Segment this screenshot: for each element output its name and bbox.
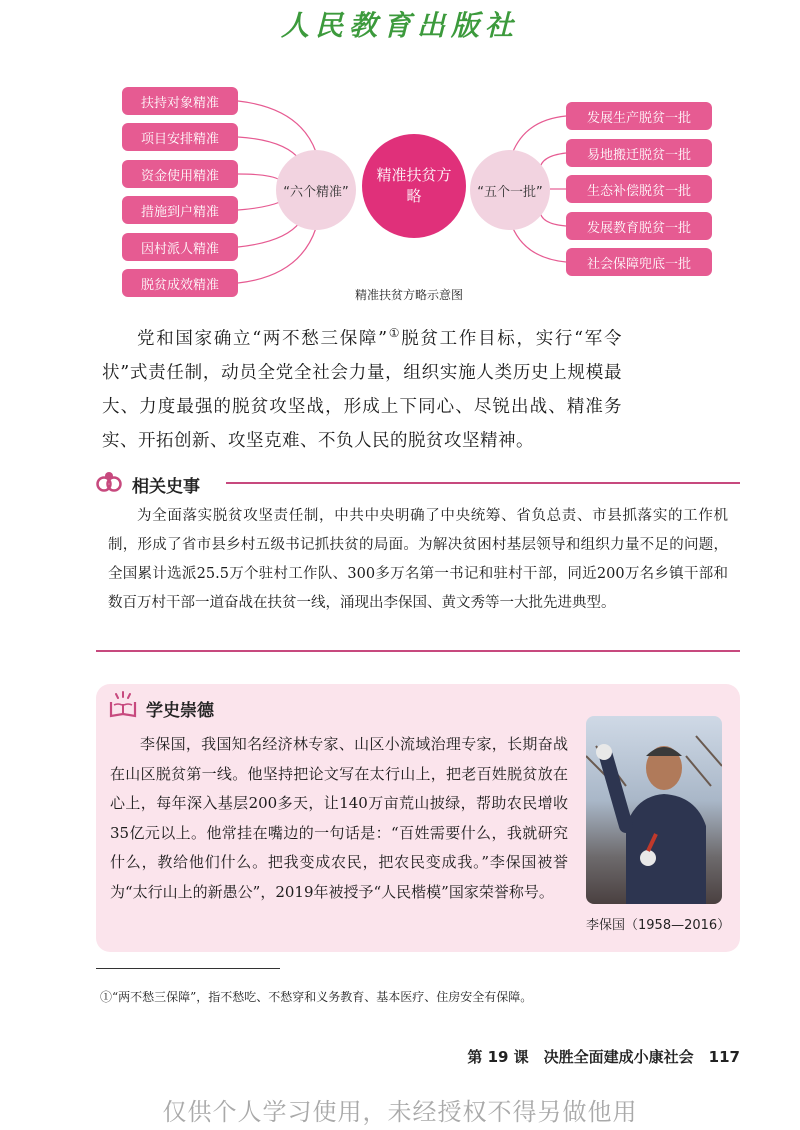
diagram-right-hub: “五个一批” [470, 150, 550, 230]
open-book-icon [108, 690, 138, 720]
diagram-left-hub: “六个精准” [276, 150, 356, 230]
diagram-left-item: 扶持对象精准 [122, 87, 238, 115]
portrait-photo [586, 716, 722, 904]
diagram-left-item: 项目安排精准 [122, 123, 238, 151]
diagram-right-item: 发展生产脱贫一批 [566, 102, 712, 130]
related-history-divider [226, 482, 740, 484]
diagram-right-item: 社会保障兜底一批 [566, 248, 712, 276]
related-history-text: 为全面落实脱贫攻坚责任制，中共中央明确了中央统筹、省负总责、市县抓落实的工作机制，形成了省市县乡村五级书记抓扶贫的局面。为解决贫困村基层领导和组织力量不足的问题，全国累计选派25.5万个驻村工作队、300多万名第一书记和驻村干部，同近200万名乡镇干部和数百万村干部一道奋战在扶贫一线，涌现出李保国、黄文秀等一大批先进典型。 [108, 508, 728, 611]
diagram-center: 精准扶贫方略 [362, 134, 466, 238]
learn-history-title: 学史崇德 [146, 701, 214, 721]
related-history-icon [96, 470, 122, 496]
diagram-left-item: 因村派人精准 [122, 233, 238, 261]
related-history-header [96, 470, 740, 496]
portrait-illustration [586, 716, 722, 904]
poverty-strategy-diagram [0, 80, 800, 310]
diagram-right-item: 生态补偿脱贫一批 [566, 175, 712, 203]
diagram-left-item: 脱贫成效精准 [122, 269, 238, 297]
main-text-b: 脱贫工作目标，实行“军令状”式责任制，动员全党全社会力量，组织实施人类历史上规模最大、力度最强的脱贫攻坚战，形成上下同心、尽锐出战、精准务实、开拓创新、攻坚克难、不负人民的脱贫攻坚精神。 [102, 328, 622, 451]
footnote-marker: ① [387, 326, 402, 340]
related-history-title: 相关史事 [132, 477, 200, 497]
learn-history-text: 李保国，我国知名经济林专家、山区小流域治理专家，长期奋战在山区脱贫第一线。他坚持把论文写在太行山上，把老百姓脱贫放在心上，每年深入基层200多天，让140万亩荒山披绿，帮助农民增收35亿元以上。他常挂在嘴边的一句话是：“百姓需要什么，我就研究什么，教给他们什么。把我变成农民，把农民变成我。”李保国被誉为“太行山上的新愚公”，2019年被授予“人民楷模”国家荣誉称号。 [110, 735, 568, 901]
main-text-a: 党和国家确立“两不愁三保障” [137, 328, 388, 349]
publisher-logo: 人民教育出版社 [280, 9, 519, 42]
page-footer: 第 19 课 决胜全面建成小康社会 117 [467, 1048, 740, 1066]
footnote-divider [96, 968, 280, 969]
diagram-right-item: 发展教育脱贫一批 [566, 212, 712, 240]
main-paragraph [102, 316, 622, 458]
learn-history-box [96, 684, 740, 952]
related-history-bottom-divider [96, 650, 740, 652]
diagram-left-item: 资金使用精准 [122, 160, 238, 188]
footnote: ①“两不愁三保障”，指不愁吃、不愁穿和义务教育、基本医疗、住房安全有保障。 [100, 990, 533, 1004]
watermark: 仅供个人学习使用，未经授权不得另做他用 [162, 1098, 638, 1126]
diagram-caption: 精准扶贫方略示意图 [355, 288, 464, 302]
diagram-right-item: 易地搬迁脱贫一批 [566, 139, 712, 167]
photo-caption: 李保国（1958—2016） [586, 918, 731, 933]
diagram-left-item: 措施到户精准 [122, 196, 238, 224]
